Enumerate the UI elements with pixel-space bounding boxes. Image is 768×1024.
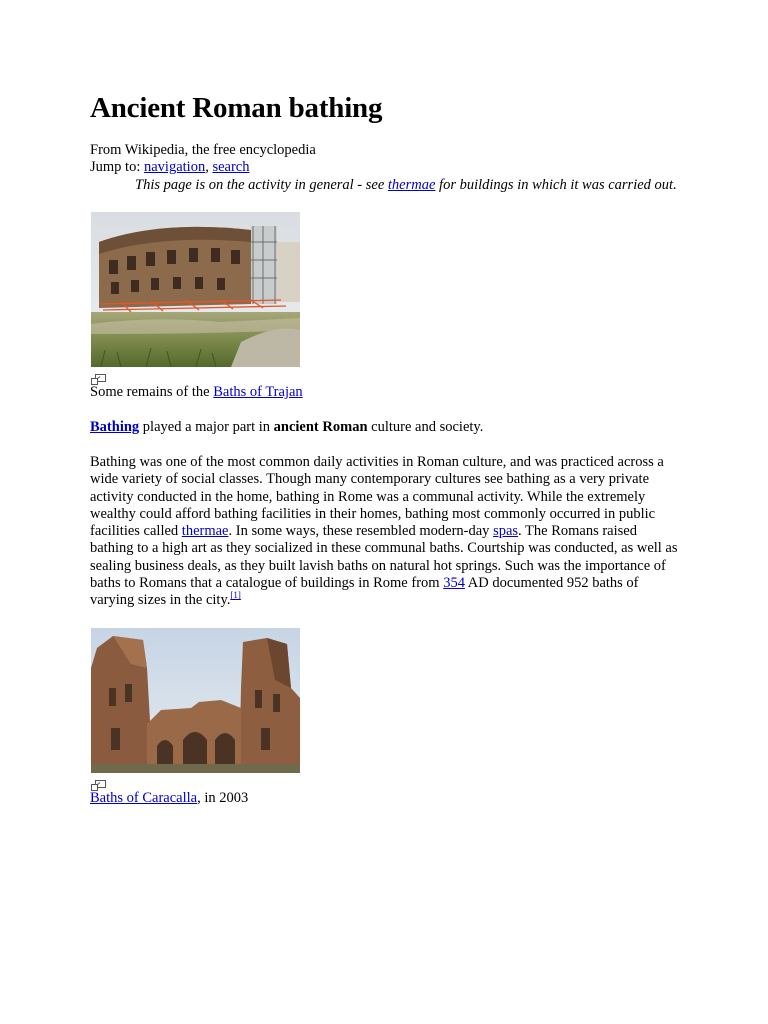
hatnote-thermae-link[interactable]: thermae <box>387 177 436 193</box>
jump-navigation-link[interactable]: navigation <box>143 159 206 175</box>
intro-bold: ancient Roman <box>273 419 368 435</box>
year-354-link[interactable]: 354 <box>443 575 465 592</box>
intro-paragraph <box>90 419 483 436</box>
spas-link[interactable]: spas <box>493 523 519 540</box>
thermae-link[interactable]: thermae <box>181 523 229 540</box>
caption1-text: Some remains of the <box>90 384 214 400</box>
figure1-caption <box>90 384 303 401</box>
figure2-caption <box>90 790 248 807</box>
intro-text-2: culture and society. <box>367 419 484 435</box>
hatnote-text-pre: This page is on the activity in general - see <box>135 177 388 193</box>
jump-search-link[interactable]: search <box>212 159 250 175</box>
intro-text-1: played a major part in <box>139 419 274 435</box>
baths-of-trajan-image[interactable] <box>91 212 300 367</box>
hatnote <box>135 177 680 194</box>
bathing-link[interactable]: Bathing <box>90 419 140 435</box>
body-text-1: Bathing was one of the most common daily activities in Roman culture, and was practiced across a wide variety of social classes. Though many contemporary cultures see bathing as a very private activity conducted in the home, bathing in Rome was a communal activity. While the extremely wealthy could afford bathing facilities in their homes, bathing most commonly occurred in public facilities called <box>90 454 664 540</box>
baths-of-caracalla-link[interactable]: Baths of Caracalla <box>90 790 198 806</box>
magnify-clip-icon[interactable] <box>91 779 106 790</box>
body-text-4: AD documented 952 baths of varying sizes in the city. <box>90 575 639 609</box>
body-text-2: . In some ways, these resembled modern-day <box>228 523 494 540</box>
body-paragraph <box>90 454 678 610</box>
body-text-3: . The Romans raised bathing to a high art as they socialized in these communal baths. Courtship was conducted, as well as sealing business deals, as they built lavish baths on natural hot springs. Such was the importance of baths to Romans that a catalogue of buildings in Rome from <box>90 523 678 592</box>
page-title: Ancient Roman bathing <box>90 92 383 124</box>
baths-of-caracalla-image[interactable] <box>91 628 300 773</box>
jump-links <box>90 159 249 176</box>
jump-separator: , <box>205 159 213 175</box>
site-tagline: From Wikipedia, the free encyclopedia <box>90 142 316 158</box>
magnify-clip-icon[interactable] <box>91 373 106 384</box>
reference-1-link[interactable]: [1] <box>230 590 241 601</box>
jump-prefix: Jump to: <box>90 159 144 175</box>
caption2-text: , in 2003 <box>197 790 249 806</box>
hatnote-text-post: for buildings in which it was carried out. <box>435 177 677 193</box>
baths-of-trajan-link[interactable]: Baths of Trajan <box>213 384 303 400</box>
